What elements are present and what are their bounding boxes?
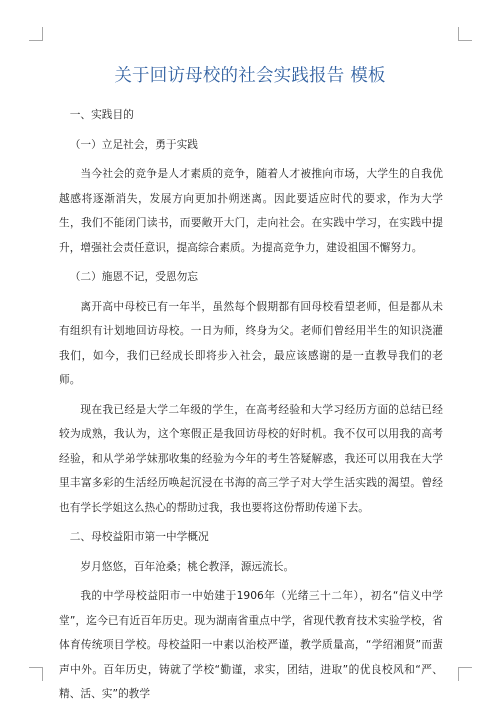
section-heading-school-overview: 二、母校益阳市第一中学概况 (69, 530, 209, 543)
crop-mark-bottom-left (29, 667, 43, 681)
subheading-practice: （一）立足社会，勇于实践 (69, 137, 198, 151)
subheading-gratitude: （二）施恩不记，受恩勿忘 (69, 270, 198, 283)
section-heading-purpose: 一、实践目的 (69, 108, 134, 121)
paragraph: 当今社会的竞争是人才素质的竞争，随着人才被推向市场，大学生的自我优越感将逐渐消失，发展方向更加扑朔迷离。因此要适应时代的要求，作为大学生，我们不能闭门读书，而要敞开大门，走向社会。在实践中学习，在实践中提升，增强社会责任意识，提高综合素质。为提高竞争力，建设祖国不懈努力。 (59, 167, 443, 254)
crop-mark-top-right (458, 27, 472, 41)
paragraph: 我的中学母校益阳市一中始建于1906年（光绪三十二年），初名“信义中学堂”，迄今已有近百年历史。现为湖南省重点中学，省现代教育技术实验学校，省体育传统项目学校。母校益阳一中素以治校严谨，教学质量高，“学绍湘贤”而蜚声中外。百年历史，铸就了学校“勤谨，求实，团结，进取”的优良校风和“严、精、活、实”的教学 (59, 589, 443, 700)
paragraph: 现在我已经是大学二年级的学生，在高考经验和大学习经历方面的总结已经较为成熟，我认为，这个寒假正是我回访母校的好时机。我不仅可以用我的高考经验，和从学弟学妹那收集的经验为今年的考生答疑解惑，我还可以用我在大学里丰富多彩的生活经历唤起沉浸在书海的高三学子对大学生活实践的渴望。曾经也有学长学姐这么热心的帮助过我，我也要将这份帮助传递下去。 (59, 402, 443, 514)
paragraph: 岁月悠悠，百年沧桑；桃仑教泽，源远流长。 (80, 559, 295, 573)
crop-mark-bottom-right (458, 667, 472, 681)
document-body (59, 103, 443, 707)
paragraph: 离开高中母校已有一年半，虽然每个假期都有回母校看望老师，但是都从未有组织有计划地回访母校。一日为师，终身为父。老师们曾经用半生的知识浇灌我们，如今，我们已经成长即将步入社会，最应该感谢的是一直教导我们的老师。 (59, 299, 443, 386)
crop-mark-top-left (29, 27, 43, 41)
document-title: 关于回访母校的社会实践报告 模板 (114, 66, 386, 86)
